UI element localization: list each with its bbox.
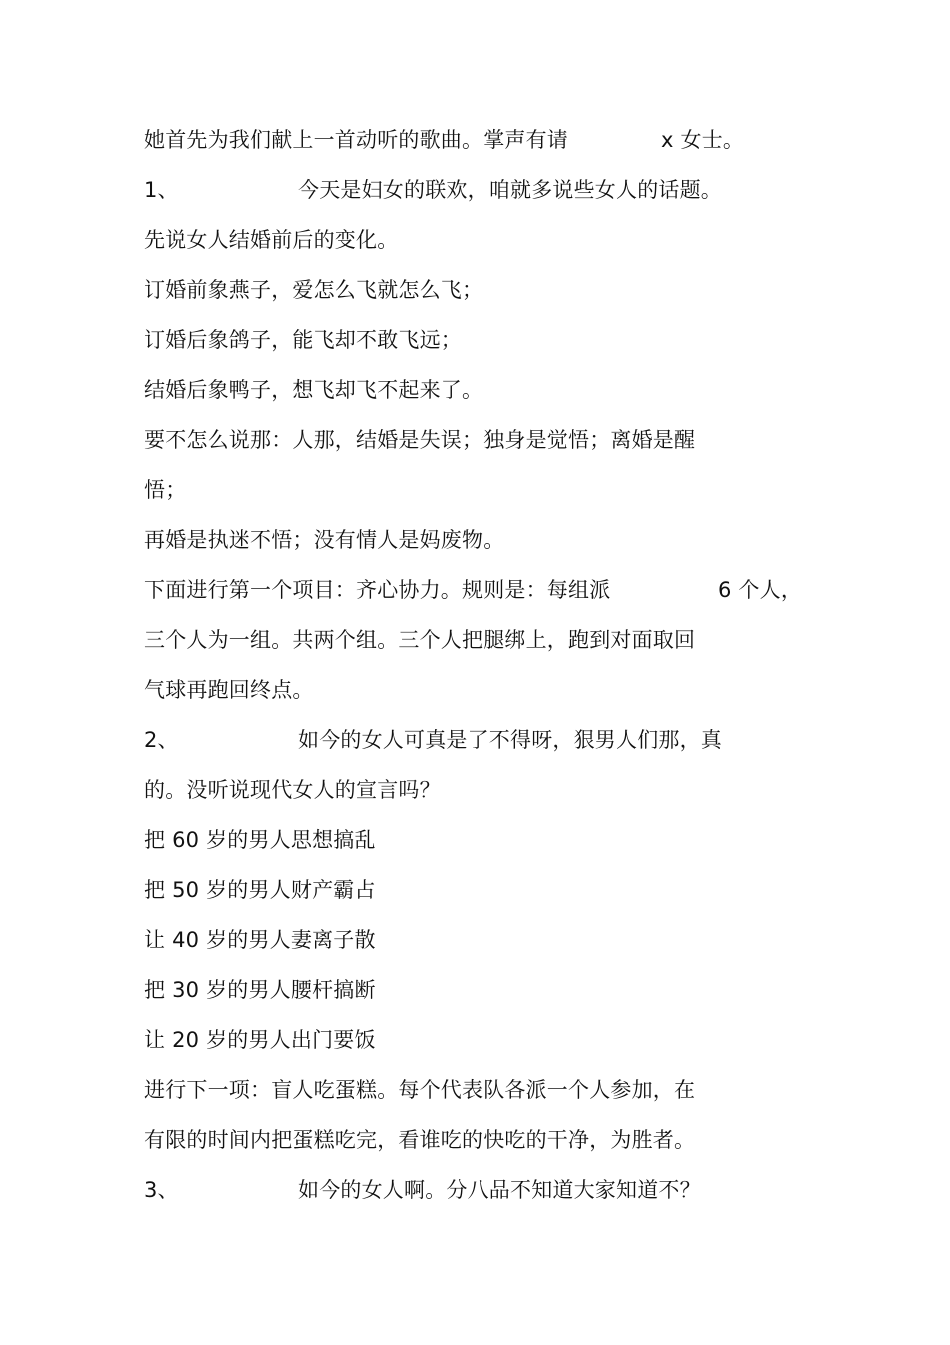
text-segment: 结婚后象鸭子，想飞却飞不起来了。 xyxy=(144,378,484,402)
text-segment: 如今的女人啊。分八品不知道大家知道不？ xyxy=(298,1178,701,1202)
text-segment: 有限的时间内把蛋糕吃完，看谁吃的快吃的干净，为胜者。 xyxy=(144,1128,696,1152)
text-segment: 如今的女人可真是了不得呀，狠男人们那，真 xyxy=(298,728,722,752)
text-segment: 气球再跑回终点。 xyxy=(144,678,314,702)
text-segment: 把 30 岁的男人腰杆搞断 xyxy=(144,978,376,1002)
text-segment: 要不怎么说那：人那，结婚是失误；独身是觉悟；离婚是醒 xyxy=(144,428,696,452)
text-segment: 订婚前象燕子，爱怎么飞就怎么飞； xyxy=(144,278,484,302)
text-segment: 再婚是执迷不悟；没有情人是妈废物。 xyxy=(144,528,505,552)
text-segment: 让 20 岁的男人出门要饭 xyxy=(144,1028,376,1052)
text-segment: 的。没听说现代女人的宣言吗？ xyxy=(144,778,441,802)
text-segment: 下面进行第一个项目：齐心协力。规则是：每组派 xyxy=(144,578,611,602)
list-number: 3、 xyxy=(144,1178,179,1202)
text-segment: 订婚后象鸽子，能飞却不敢飞远； xyxy=(144,328,462,352)
text-segment: 先说女人结婚前后的变化。 xyxy=(144,228,399,252)
text-segment: 进行下一项：盲人吃蛋糕。每个代表队各派一个人参加，在 xyxy=(144,1078,696,1102)
list-number: 2、 xyxy=(144,728,179,752)
text-segment: 让 40 岁的男人妻离子散 xyxy=(144,928,376,952)
text-segment: 把 50 岁的男人财产霸占 xyxy=(144,878,376,902)
text-segment: 把 60 岁的男人思想搞乱 xyxy=(144,828,376,852)
text-segment: 悟； xyxy=(144,478,187,502)
text-segment: 今天是妇女的联欢，咱就多说些女人的话题。 xyxy=(298,178,722,202)
text-segment: 她首先为我们献上一首动听的歌曲。掌声有请 xyxy=(144,128,568,152)
text-segment: 三个人为一组。共两个组。三个人把腿绑上，跑到对面取回 xyxy=(144,628,696,652)
text-segment: 6 个人， xyxy=(718,578,803,602)
list-number: 1、 xyxy=(144,178,179,202)
text-segment: x 女士。 xyxy=(661,128,745,152)
